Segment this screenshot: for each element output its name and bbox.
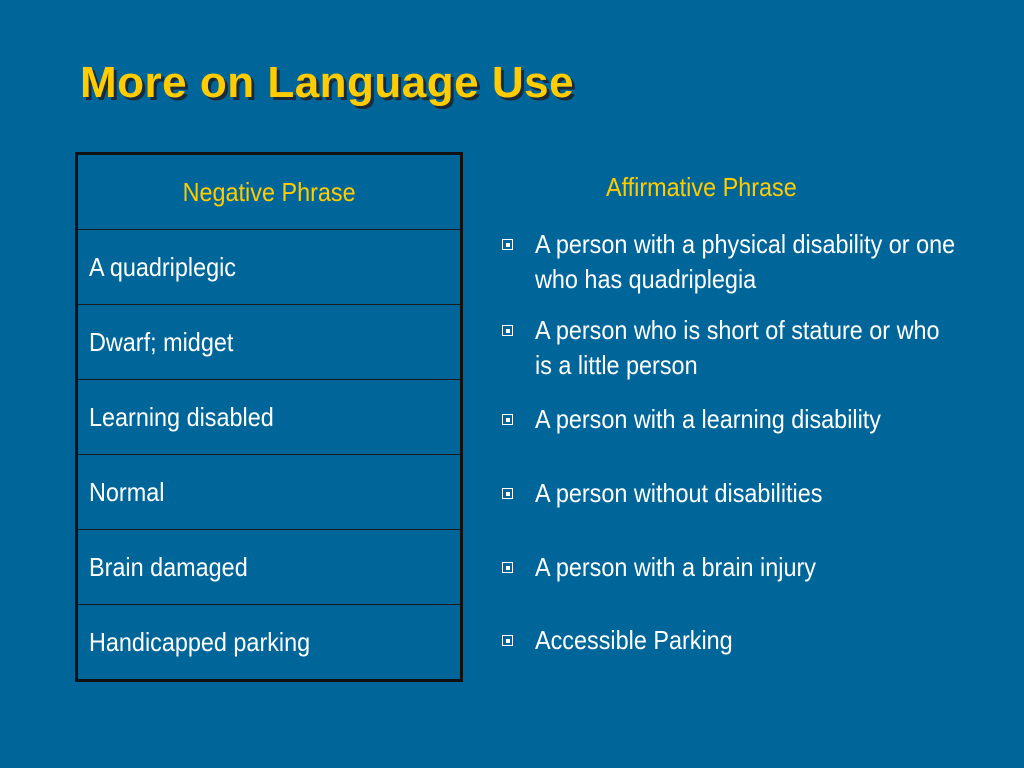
list-item [502, 402, 1002, 437]
affirmative-phrase-text: A person with a physical disability or one who has quadriplegia [535, 229, 956, 294]
table-row [77, 305, 462, 380]
negative-phrase-cell: A quadriplegic [77, 230, 462, 305]
negative-phrase-cell: Normal [77, 455, 462, 530]
affirmative-phrase-text: A person with a learning disability [535, 404, 882, 434]
negative-phrase-cell: Handicapped parking [77, 605, 462, 681]
table-row [77, 380, 462, 455]
affirmative-phrase-heading: Affirmative Phrase [606, 172, 797, 202]
affirmative-phrase-text: A person without disabilities [535, 478, 823, 508]
list-item [502, 550, 1002, 585]
list-item [502, 623, 1002, 658]
negative-phrase-cell: Dwarf; midget [77, 305, 462, 380]
affirmative-phrase-text: Accessible Parking [535, 625, 733, 655]
negative-phrase-heading: Negative Phrase [77, 154, 462, 230]
list-item [502, 476, 1002, 511]
square-bullet-icon [502, 414, 513, 425]
table-row [77, 230, 462, 305]
square-bullet-icon [502, 325, 513, 336]
affirmative-phrase-text: A person with a brain injury [535, 552, 816, 582]
list-item [502, 227, 1002, 297]
square-bullet-icon [502, 239, 513, 250]
table-header-row [77, 154, 462, 230]
square-bullet-icon [502, 488, 513, 499]
negative-phrase-cell: Learning disabled [77, 380, 462, 455]
slide-title: More on Language Use [80, 58, 575, 107]
negative-phrase-cell: Brain damaged [77, 530, 462, 605]
table-row [77, 530, 462, 605]
square-bullet-icon [502, 635, 513, 646]
affirmative-phrase-text: A person who is short of stature or who is a little person [535, 315, 940, 380]
negative-phrase-table [75, 152, 463, 682]
square-bullet-icon [502, 562, 513, 573]
table-row [77, 605, 462, 681]
list-item [502, 313, 1002, 383]
table-row [77, 455, 462, 530]
